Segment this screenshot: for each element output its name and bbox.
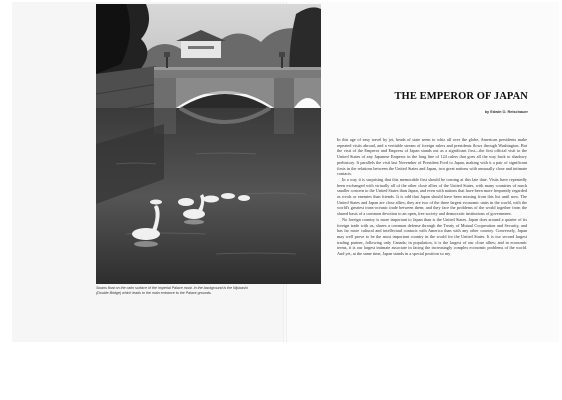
article-paragraph: No foreign country is more important to Japan than is the United States. Japan does around a quarter of its foreign trade with us, shares a common defense through the Treaty of Mutual Cooperation and Security, and has far more cultural and intellectual contacts with America than with any other country. Conversely, Japan may well prove to be the most important country in the world for the United States. It is our second largest trading partner, following only Canada; in population, it is the largest of our close allies; and in economic terms, it is our largest intimate associate in facing the increasingly complex economic problems of the world. And yet, at the same time, Japan stands in a special position so my (337, 216, 527, 257)
article-paragraph: In a way it is surprising that this memorable first should be coming at this late date. Visits have repeatedly been exchanged with virtually all of the other close allies of the United States, with many countries of much smaller concern to the United States than Japan, and even with nations that have been more frequently regarded as rivals or enemies than friends. It is odd that Japan should have been missing from this list until now. The United States and Japan are close allies; they are two of the three largest economic units in the world, with the world's greatest trans-oceanic trade between them; and they face the problems of the world together from the shared basis of a common devotion to an open, free society and democratic institutions of government. (337, 176, 527, 217)
article-byline: by Edwin O. Reischauer (484, 110, 528, 114)
article-body (337, 137, 527, 317)
article-title: THE EMPEROR OF JAPAN (394, 91, 528, 102)
article-paragraph: In this age of easy travel by jet, heads of state seem to whiz all over the globe, American presidents make repeated visits abroad, and a veritable stream of foreign rulers and presidents flows through Washington. But the visit of the Emperor and Empress of Japan stands out as a significant first—the first official visit to the United States of any Japanese Emperor in the long line of 124 rulers that goes all the way back to shadowy prehistory. It parallels the visit last November of President Ford to Japan, making with it a pair of significant firsts in the relations between the United States and Japan, two great nations with unusually close and intimate contacts. (337, 137, 527, 177)
photo-caption: Swans float on the calm surface of the Imperial Palace moat. In the background is the Nijubashi (Double Bridge) which leads to the main entrance to the Palace grounds. (96, 286, 248, 295)
imperial-palace-photo (96, 4, 321, 284)
